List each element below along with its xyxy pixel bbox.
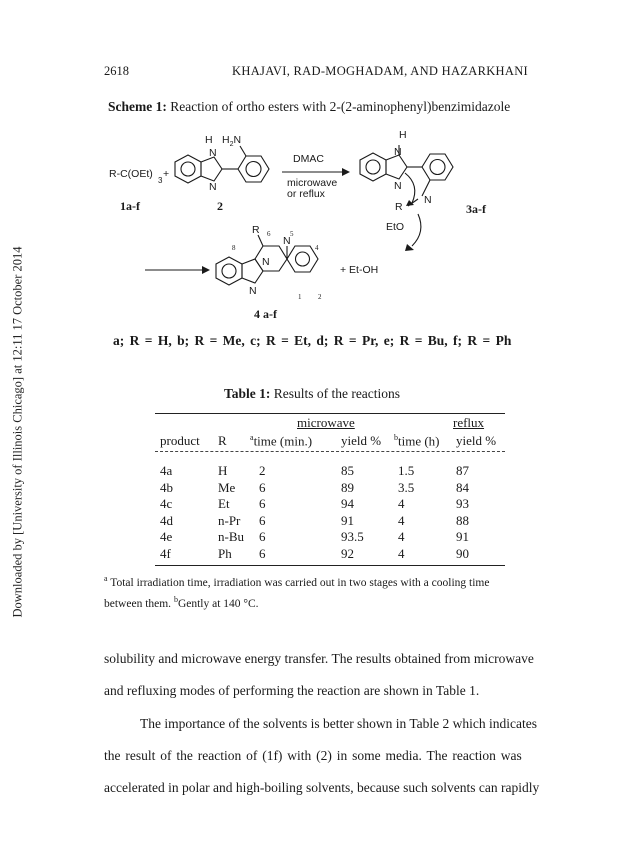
cell-mw-yield: 89 xyxy=(341,479,354,495)
atom-number: 2 xyxy=(318,293,322,301)
intermediate-n-lower: N xyxy=(394,180,402,192)
cell-product: 4c xyxy=(160,496,173,512)
cell-rf-time: 4 xyxy=(398,546,405,561)
compound-2-amine: $H_2N$ xyxy=(222,134,242,148)
compound-2-structure xyxy=(175,146,269,183)
cell-rf-yield: 90 xyxy=(456,546,469,561)
cell-mw-yield: 91 xyxy=(341,512,354,528)
intermediate-label: 3a-f xyxy=(466,202,486,216)
cell-rf-yield: 87 xyxy=(456,463,469,478)
body-text-line: accelerated in polar and high-boiling solvents, because such solvents can rapidly xyxy=(104,780,540,795)
atom-numbering xyxy=(232,230,322,301)
cell-mw-yield: 92 xyxy=(341,546,354,561)
table-caption xyxy=(0,386,624,402)
product-label: 4 a-f xyxy=(254,307,277,321)
product-r: R xyxy=(252,224,260,236)
cell-mw-time: 2 xyxy=(259,463,266,478)
condition-reflux: or reflux xyxy=(287,188,325,200)
product-n-bridge: N xyxy=(262,256,270,268)
cell-rf-yield: 93 xyxy=(456,496,469,512)
product-n-lower: N xyxy=(249,285,257,297)
cell-product: 4d xyxy=(160,512,173,528)
cell-product: 4f xyxy=(160,546,171,561)
footnote-line-1: $^a$ Total irradiation time, irradiation was carried out in two stages with a cooling time xyxy=(104,574,490,589)
cell-mw-yield: 85 xyxy=(341,463,354,478)
cell-rf-time: 4 xyxy=(398,496,405,512)
cell-mw-time: 6 xyxy=(259,496,266,512)
table-title-text: Results of the reactions xyxy=(273,386,401,401)
byproduct-text: + Et-OH xyxy=(340,264,379,276)
cell-rf-time: 1.5 xyxy=(398,463,415,478)
reaction-arrowhead-1 xyxy=(342,168,350,176)
compound-1-label: 1a-f xyxy=(120,199,140,213)
compound-2-h: H xyxy=(205,134,213,146)
group-header-microwave: microwave xyxy=(297,415,355,430)
atom-number: 4 xyxy=(315,244,319,252)
table-top-rule xyxy=(155,413,505,414)
body-text-line: and refluxing modes of performing the reaction are shown in Table 1. xyxy=(104,683,480,698)
intermediate-n-imine: N xyxy=(424,194,432,206)
compound-2-n-lower: N xyxy=(209,181,217,193)
cell-rf-time: 4 xyxy=(398,529,405,545)
condition-microwave: microwave xyxy=(287,177,338,189)
body-text-line: The importance of the solvents is better shown in Table 2 which indicates xyxy=(140,716,537,731)
product-n-ring: N xyxy=(283,235,291,247)
intermediate-h: H xyxy=(399,129,407,141)
cell-mw-yield: 94 xyxy=(341,496,354,512)
cell-mw-time: 6 xyxy=(259,529,266,545)
author-line: KHAJAVI, RAD-MOGHADAM, AND HAZARKHANI xyxy=(232,64,528,78)
intermediate-eto: EtO xyxy=(386,221,405,233)
download-note-text: Downloaded by [University of Illinois Chicago] at 12:11 17 October 2014 xyxy=(10,246,25,618)
table-label: Table 1: xyxy=(223,386,271,401)
cell-rf-yield: 91 xyxy=(456,529,469,545)
header-rule xyxy=(155,451,505,452)
group-header-reflux: reflux xyxy=(453,415,485,430)
body-text-line: the result of the reaction of (1f) with (2) in some media. The reaction was xyxy=(104,748,522,763)
compound-2-n-upper: N xyxy=(209,147,217,159)
footnote-line-2: between them. $^b$Gently at 140 °C. xyxy=(104,595,259,610)
reagent-subscript: 3 xyxy=(158,176,163,185)
cell-mw-time: 6 xyxy=(259,546,266,561)
cell-mw-time: 6 xyxy=(259,479,266,495)
header-product: product xyxy=(160,433,200,448)
header-r: R xyxy=(218,433,227,448)
header-rf-time: $^b$time (h) xyxy=(394,433,440,449)
cell-r: n-Pr xyxy=(218,512,241,528)
cell-rf-yield: 84 xyxy=(456,479,469,495)
cell-r: H xyxy=(218,463,228,478)
page-number: 2618 xyxy=(104,64,129,78)
condition-solvent: DMAC xyxy=(293,153,324,165)
scheme-label: Scheme 1: xyxy=(108,99,167,114)
reagent-plus: + xyxy=(163,168,170,180)
table-bottom-rule xyxy=(155,565,505,566)
cell-r: Ph xyxy=(218,546,232,561)
cell-r: Et xyxy=(218,496,230,512)
reagent-text: R-C(OEt) xyxy=(109,168,153,180)
compound-2-label: 2 xyxy=(217,199,223,213)
cell-product: 4b xyxy=(160,479,173,495)
substituent-definitions: a; R = H, b; R = Me, c; R = Et, d; R = Pr, e; R = Bu, f; R = Ph xyxy=(113,333,512,348)
body-text-line: solubility and microwave energy transfer. The results obtained from microwave xyxy=(104,651,534,666)
scheme-title-text: Reaction of ortho esters with 2-(2-aminophenyl)benzimidazole xyxy=(170,99,511,114)
cell-r: Me xyxy=(218,479,236,495)
reaction-scheme-diagram xyxy=(0,0,624,330)
cell-r: n-Bu xyxy=(218,529,244,545)
header-mw-time: $^a$time (min.) xyxy=(250,433,313,449)
cell-mw-yield: 93.5 xyxy=(341,529,364,545)
intermediate-structure xyxy=(360,145,453,246)
cell-rf-time: 4 xyxy=(398,512,405,528)
header-rf-yield: yield % xyxy=(456,433,497,448)
header-mw-yield: yield % xyxy=(341,433,382,448)
atom-number: 6 xyxy=(267,230,271,238)
cell-rf-yield: 88 xyxy=(456,512,469,528)
cell-product: 4a xyxy=(160,463,173,478)
reaction-arrowhead-2 xyxy=(202,266,210,274)
intermediate-n-upper: N xyxy=(394,146,402,158)
cell-rf-time: 3.5 xyxy=(398,479,415,495)
cell-mw-time: 6 xyxy=(259,512,266,528)
atom-number: 8 xyxy=(232,244,236,252)
cell-product: 4e xyxy=(160,529,173,545)
atom-number: 5 xyxy=(290,230,294,238)
atom-number: 1 xyxy=(298,293,302,301)
intermediate-r: R xyxy=(395,201,403,213)
